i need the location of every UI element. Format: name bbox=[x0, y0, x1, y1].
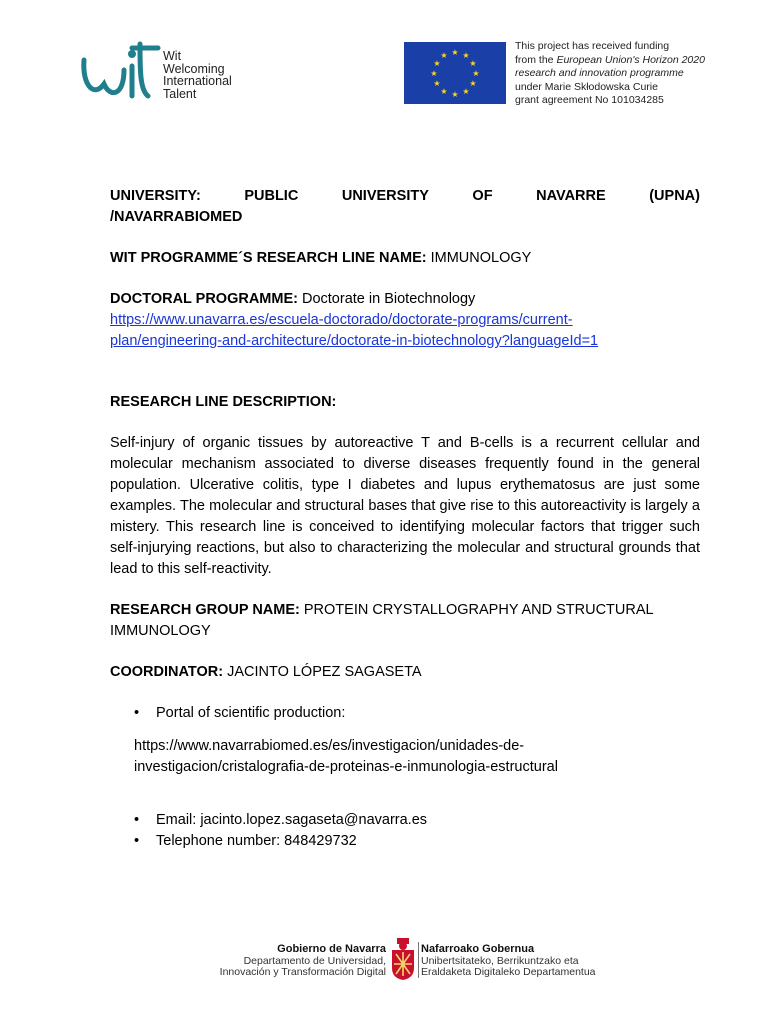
doctoral-programme: DOCTORAL PROGRAMME: Doctorate in Biotechnology bbox=[110, 291, 476, 307]
svg-text:★: ★ bbox=[462, 51, 470, 60]
wit-logo-text bbox=[163, 50, 232, 100]
main-content bbox=[110, 186, 700, 852]
portal-url-cont: investigacion/cristalografia-de-proteinas-e-inmunologia-estructural bbox=[134, 759, 558, 775]
portal-url: https://www.navarrabiomed.es/es/investigacion/unidades-de- bbox=[134, 738, 525, 754]
contact-list bbox=[110, 810, 700, 852]
telephone-item: • Telephone number: 848429732 bbox=[134, 831, 700, 852]
wit-line: Wit bbox=[163, 49, 182, 63]
svg-text:★: ★ bbox=[451, 48, 459, 57]
bullet-icon: • bbox=[134, 705, 140, 721]
doctoral-link-cont[interactable] bbox=[110, 331, 700, 352]
university-heading: UNIVERSITY: PUBLIC UNIVERSITY OF NAVARRE (UPNA) bbox=[110, 188, 700, 204]
footer-divider bbox=[418, 942, 419, 978]
bullet-icon: • bbox=[134, 812, 140, 828]
eu-line: grant agreement No 101034285 bbox=[515, 94, 664, 106]
footer-government-logo bbox=[218, 938, 598, 984]
eu-line: This project has received funding bbox=[515, 40, 670, 52]
email-item: • Email: jacinto.lopez.sagaseta@navarra.es bbox=[134, 810, 700, 831]
description-heading: RESEARCH LINE DESCRIPTION: bbox=[110, 394, 337, 410]
wit-line: International bbox=[163, 74, 232, 88]
research-group-name: RESEARCH GROUP NAME: PROTEIN CRYSTALLOGRAPHY AND STRUCTURAL IMMUNOLOGY bbox=[110, 602, 654, 639]
footer-right-text: Nafarroako Gobernua Unibertsitateko, Berrikuntzako eta Eraldaketa Digitaleko Departamentua bbox=[421, 943, 596, 978]
svg-text:★: ★ bbox=[462, 87, 470, 96]
doctoral-link-line[interactable]: https://www.unavarra.es/escuela-doctorado/doctorate-programs/current- bbox=[110, 312, 573, 328]
research-line-name: WIT PROGRAMME´S RESEARCH LINE NAME: IMMUNOLOGY bbox=[110, 250, 532, 266]
coordinator: COORDINATOR: JACINTO LÓPEZ SAGASETA bbox=[110, 664, 422, 680]
portal-item: • Portal of scientific production: bbox=[134, 703, 700, 724]
bullet-icon: • bbox=[134, 833, 140, 849]
wit-line: Talent bbox=[163, 86, 197, 101]
description-text: Self-injury of organic tissues by autoreactive T and B-cells is a recurrent cellular and molecular mechanism associated to diverse diseases frequently found in the general population. Ulcerative colitis, type I diabetes and lupus erythematosus are just some examples. The molecular and structural bases that give rise to this autoreactivity is largely a mistery. This research line is conceived to identifying molecular factors that trigger such self-injurying reactions, but also to characterizing the molecular and structural grounds that lead to this self-reactivity. bbox=[110, 435, 700, 577]
footer-left-text: Gobierno de Navarra Departamento de Universidad, Innovación y Transformación Digital bbox=[219, 943, 386, 978]
svg-text:★: ★ bbox=[472, 69, 480, 78]
navarra-shield-icon bbox=[390, 938, 416, 980]
svg-text:★: ★ bbox=[469, 59, 477, 68]
portal-list bbox=[110, 703, 700, 724]
svg-text:★: ★ bbox=[433, 59, 441, 68]
svg-text:★: ★ bbox=[440, 87, 448, 96]
eu-flag-icon bbox=[404, 42, 506, 104]
eu-line: research and innovation programme bbox=[515, 67, 684, 79]
wit-line: Welcoming bbox=[163, 61, 225, 76]
doctoral-link-line[interactable]: plan/engineering-and-architecture/doctorate-in-biotechnology?languageId=1 bbox=[110, 333, 599, 349]
svg-text:★: ★ bbox=[433, 79, 441, 88]
svg-text:★: ★ bbox=[469, 79, 477, 88]
eu-line: under Marie Skłodowska Curie bbox=[515, 80, 658, 93]
eu-line: from the European Union's Horizon 2020 bbox=[515, 53, 705, 66]
doctoral-link[interactable] bbox=[110, 310, 700, 331]
eu-funding-text bbox=[515, 40, 705, 108]
svg-text:★: ★ bbox=[430, 69, 438, 78]
university-heading-cont: /NAVARRABIOMED bbox=[110, 209, 243, 225]
svg-text:★: ★ bbox=[440, 51, 448, 60]
svg-text:★: ★ bbox=[451, 90, 459, 99]
